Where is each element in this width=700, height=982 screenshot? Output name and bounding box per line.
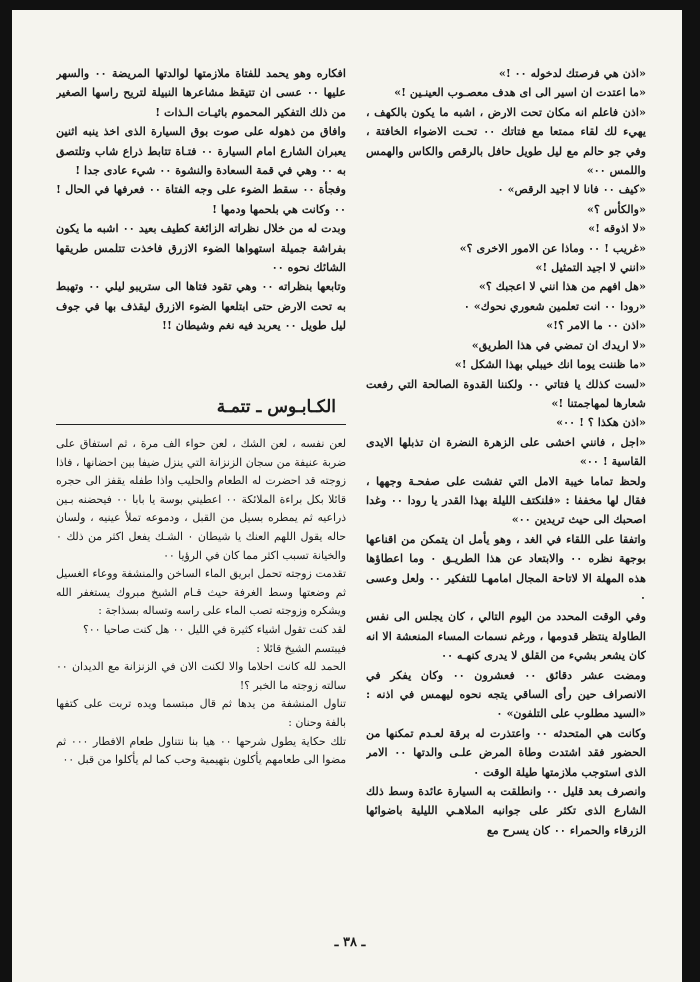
paragraph: وفجأة ٠٠ سقط الضوء على وجه الفتاة ٠٠ فعرفها في الحال ! ٠٠ وكانت هي بلحمها ودمها !	[56, 182, 346, 216]
paragraph: واتفقا على اللقاء في الغد ، وهو يأمل ان يتمكن من اقناعها بوجهة نظره ٠٠ والابتعاد عن هذا الطريـق ٠ وما اعطاؤها هذه المهلة الا لاتاحة المجال امامهـا للتفكير ٠٠ ولعل وعسى ٠	[366, 531, 646, 604]
paragraph: «ما ظننت يوما انك خيبلي بهذا الشكل !»	[454, 357, 646, 372]
paragraph: «اذن هكذا ؟ ! ٠٠»	[556, 415, 646, 430]
paragraph: «انني لا اجيد التمثيل !»	[535, 260, 646, 275]
section-body	[56, 435, 346, 770]
page-number: ـ ٣٨ ـ	[334, 935, 366, 950]
right-column	[366, 64, 646, 926]
left-column-top	[56, 64, 346, 394]
paragraph: ومضت عشر دقائق ٠٠ فعشرون ٠٠ وكان يفكر في الانصراف حين رأى الساقي يتجه نحوه ليهمس في اذنه : «السيد مطلوب على التلفون» ٠	[366, 667, 646, 721]
paragraph: «رودا ٠٠ انت تعلمين شعوري نحوك» ٠	[463, 298, 646, 313]
paragraph: «اذن هي فرصتك لدخوله ٠٠ !»	[498, 66, 646, 80]
continued-story-section	[56, 396, 346, 916]
paragraph: «لا اذوقه !»	[588, 221, 646, 236]
paragraph: فيبتسم الشيخ قائلا :	[256, 641, 346, 655]
paragraph: «اجل ، فانني اخشى على الزهرة النضرة ان تذبلها الايدى القاسية ! ٠٠»	[366, 434, 646, 469]
paragraph: وكانت هي المتحدثه ٠٠ واعتذرت له برقة لعـدم تمكنها من الحضور فقد اشتدت وطاة المرض علـى والدتها ٠٠ الامر الذى استوجب ملازمتها طيلة الوقت ٠	[366, 725, 646, 779]
paragraph: «والكأس ؟»	[587, 201, 646, 216]
paragraph: وتابعها بنظراته ٠٠ وهي تقود فتاها الى ستريبو ليلي ٠٠ وتهبط به تحت الارض حتى ابتلعها الضوء الازرق ليقذف بها في جوف ليل طويل ٠٠ يعربد فيه نغم وشيطان !!	[56, 279, 346, 333]
paragraph: وبدت له من خلال نظراته الزائغة كطيف بعيد ٠٠ اشبه ما يكون بفراشة جميلة استهواها الضوء الازرق فاخذت تتلمس طريقها الشائك نحوه ٠٠	[56, 221, 346, 275]
section-title: الكـابـوس ـ تتمـة	[56, 396, 346, 425]
paragraph: ولحظ تماما خيبة الامل التي تفشت على صفحـة وجهها ، فقال لها مخففا : «فلنكتف الليلة بهذا القدر يا رودا ٠٠ وغدا اصحبك الى حيث تريدين ٠٠»	[366, 473, 646, 527]
paragraph: الحمد لله كانت احلاما والا لكنت الان في الزنزانة مع الديدان ٠٠ سالته زوجته ما الخبر ؟!	[56, 660, 346, 692]
paragraph: «ما اعتدت ان اسير الى اى هدف معصـوب العينـين !»	[394, 85, 646, 100]
paragraph: وفي الوقت المحدد من اليوم التالي ، كان يجلس الى نفس الطاولة ينتظر قدومها ، ورغم نسمات المساء المنعشة الا انه كان يشعر بشيء من القلق لا يدرى كنهـه ٠٠	[366, 609, 646, 663]
paragraph: لعن نفسه ، لعن الشك ، لعن حواء الف مرة ، ثم استفاق على ضربة عنيفة من سجان الزنزانة التي ينزل ضيفا بين احضانها ، فاذا زوجته قد احضرت له الطعام والحليب واذا طفله يقفز الى حجره قائلا بكل براءة الملائكة ٠٠ اعطيني بوسة يا بابا ٠٠ فيحضنه بـين ذراعيه ثم يمطره بسيل من القبل ، ودموعه تملأ عينيه ، ولسان حاله يقول اللهم العنك يا شيطان ٠ الشـك يفعل اكثر من ذلك ٠ والخيانة تسبب اكثر مما كان في الرؤيا ٠٠	[56, 437, 346, 562]
paragraph: «اذن فاعلم انه مكان تحت الارض ، اشبه ما يكون بالكهف ، يهيء لك لقاء ممتعا مع فتاتك ٠٠ تحـت الاضواء الخافتة ، وفي جو حالم مع ليل طويل حافل بالرقص والكاس والهمس واللمس ٠٠»	[366, 104, 646, 178]
paragraph: تقدمت زوجته تحمل ابريق الماء الساخن والمنشفة ووعاء الغسيل ثم وضعتها وسط الغرفة حيث قـام الشيخ مبروك يستغفر الله ويشكره وزوجته تصب الماء على راسه وتساله بسذاجة :	[56, 567, 346, 618]
paragraph: تناول المنشفة من يدها ثم قال مبتسما ويده تربت على كتفها بالفة وحنان :	[56, 697, 346, 729]
paragraph: «كيف ٠٠ فانا لا اجيد الرقص» ٠	[497, 182, 646, 197]
paragraph: «هل افهم من هذا انني لا اعجبك ؟»	[478, 279, 646, 294]
paragraph: «لا اريدك ان تمضي في هذا الطريق»	[471, 337, 646, 352]
paragraph: «اذن ٠٠ ما الامر ؟!»	[546, 318, 646, 333]
paragraph: لقد كنت تقول اشياء كثيرة في الليل ٠٠ هل كنت صاحيا ٠٠؟	[83, 622, 346, 636]
paragraph: «لست كذلك يا فتاتي ٠٠ ولكننا القدوة الصالحة التي رفعت شعارها لمهاجمتنا !»	[366, 376, 646, 410]
paragraph: وانصرف بعد قليل ٠٠ وانطلقت به السيارة عائدة وسط ذلك الشارع الذى تكثر على جوانبه الملاهـي الليلية باضوائها الزرقاء والحمراء ٠٠ كان يسرح مع	[366, 784, 646, 837]
paragraph: «غريب ! ٠٠ وماذا عن الامور الاخرى ؟»	[459, 240, 646, 255]
paragraph: وافاق من ذهوله على صوت بوق السيارة الذى اخذ ينبه اثنين يعبران الشارع امام السيارة ٠٠ فتـاة تتابط ذراع شاب وتلتصق به ٠٠ وهي في قمة السعادة والنشوة ٠٠ شيء عادى جدا !	[56, 124, 346, 178]
paragraph: تلك حكاية يطول شرحها ٠٠ هيا بنا نتناول طعام الافطار ٠٠٠ ثم مضوا الى طعامهم يأكلون بتهيمية وحب كما لم يأكلوا من قبل ٠٠	[56, 734, 346, 767]
paragraph: افكاره وهو يحمد للفتاة ملازمتها لوالدتها المريضة ٠٠ والسهر عليها ٠٠ عسى ان تتيقظ مشاعرها النبيلة لتريح راسها الصغير من ذلك التفكير المحموم باثيـات الـذات !	[56, 66, 346, 119]
